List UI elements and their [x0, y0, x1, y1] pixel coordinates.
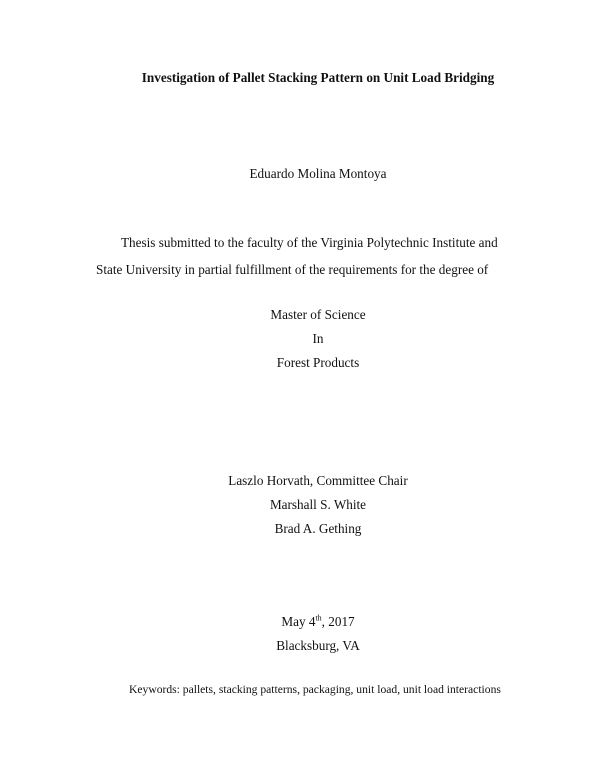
submission-date — [0, 614, 600, 630]
author-name: Eduardo Molina Montoya — [249, 166, 387, 181]
date-year: , 2017 — [321, 614, 355, 629]
submission-statement-line-1: Thesis submitted to the faculty of the Virginia Polytechnic Institute and — [121, 235, 498, 250]
date-ordinal-suffix: th — [315, 613, 322, 623]
committee-member: Brad A. Gething — [274, 521, 362, 536]
submission-statement-line-2: State University in partial fulfillment of the requirements for the degree of — [96, 262, 489, 277]
thesis-title: Investigation of Pallet Stacking Pattern on Unit Load Bridging — [141, 70, 495, 85]
degree-field: Forest Products — [276, 355, 360, 370]
keywords-line: Keywords: pallets, stacking patterns, packaging, unit load, unit load interactions — [129, 683, 501, 696]
degree-in: In — [312, 331, 324, 346]
date-month-day: May 4 — [281, 614, 316, 629]
degree-name: Master of Science — [270, 307, 366, 322]
submission-location: Blacksburg, VA — [276, 638, 360, 653]
committee-chair: Laszlo Horvath, Committee Chair — [228, 473, 408, 488]
committee-member: Marshall S. White — [269, 497, 367, 512]
